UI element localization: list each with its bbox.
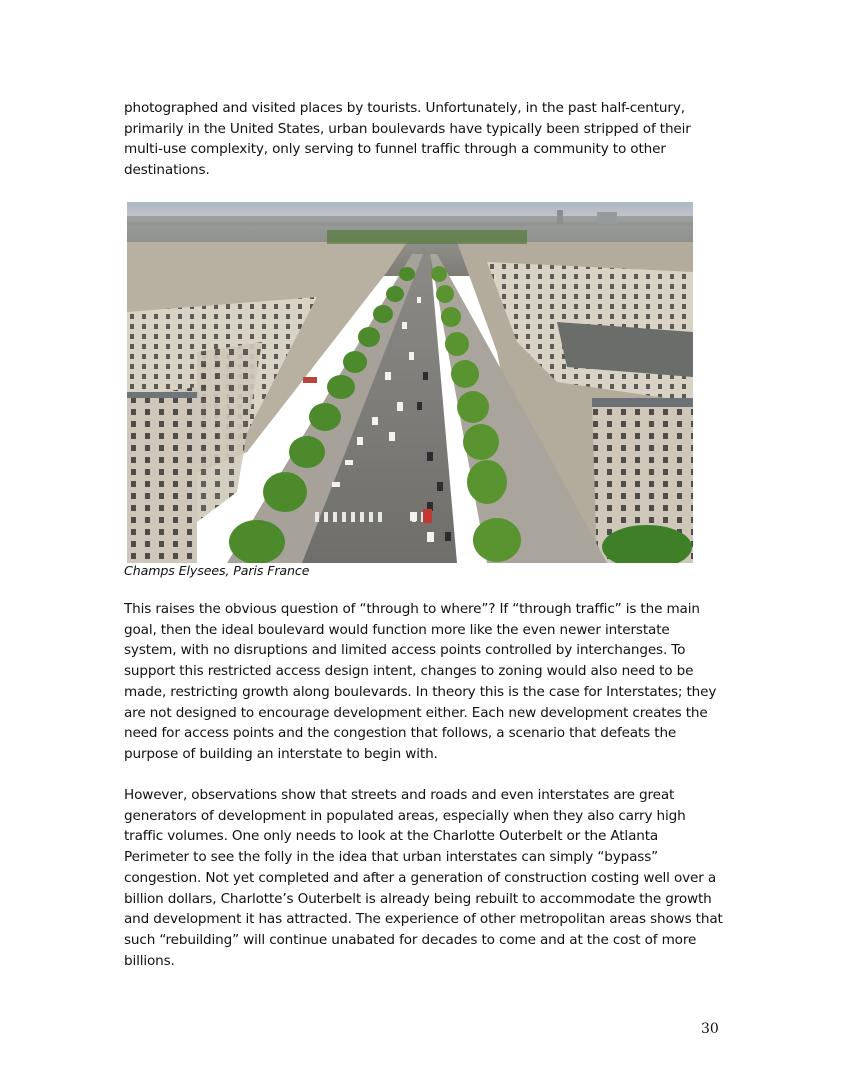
- champs-elysees-photo: [127, 202, 693, 563]
- page-number: 30: [701, 1021, 719, 1037]
- body-paragraph-2: This raises the obvious question of “through to where”? If “through traffic” is the main goal, then the ideal boulevard would function more like the even newer interstate system, with no disruptions and limited access points controlled by interchanges. To support this restricted access design intent, changes to zoning would also need to be made, restricting growth along boulevards. In theory this is the case for Interstates; they are not designed to encourage development either. Each new development creates the need for access points and the congestion that follows, a scenario that defeats the purpose of building an interstate to begin with.: [124, 601, 717, 762]
- body-paragraph-3: However, observations show that streets and roads and even interstates are great generators of development in populated areas, especially when they also carry high traffic volumes. One only needs to look at the Charlotte Outerbelt or the Atlanta Perimeter to see the folly in the idea that urban interstates can simply “bypass” congestion. Not yet completed and after a generation of construction costing well over a billion dollars, Charlotte’s Outerbelt is already being rebuilt to accommodate the growth and development it has attracted. The experience of other metropolitan areas shows that such “rebuilding” will continue unabated for decades to come and at the cost of more billions.: [124, 787, 723, 969]
- body-paragraph-1: photographed and visited places by tourists. Unfortunately, in the past half-century, primarily in the United States, urban boulevards have typically been stripped of their multi-use complexity, only serving to funnel traffic through a community to other destinations.: [124, 100, 691, 179]
- photo-caption: Champs Elysees, Paris France: [124, 563, 310, 578]
